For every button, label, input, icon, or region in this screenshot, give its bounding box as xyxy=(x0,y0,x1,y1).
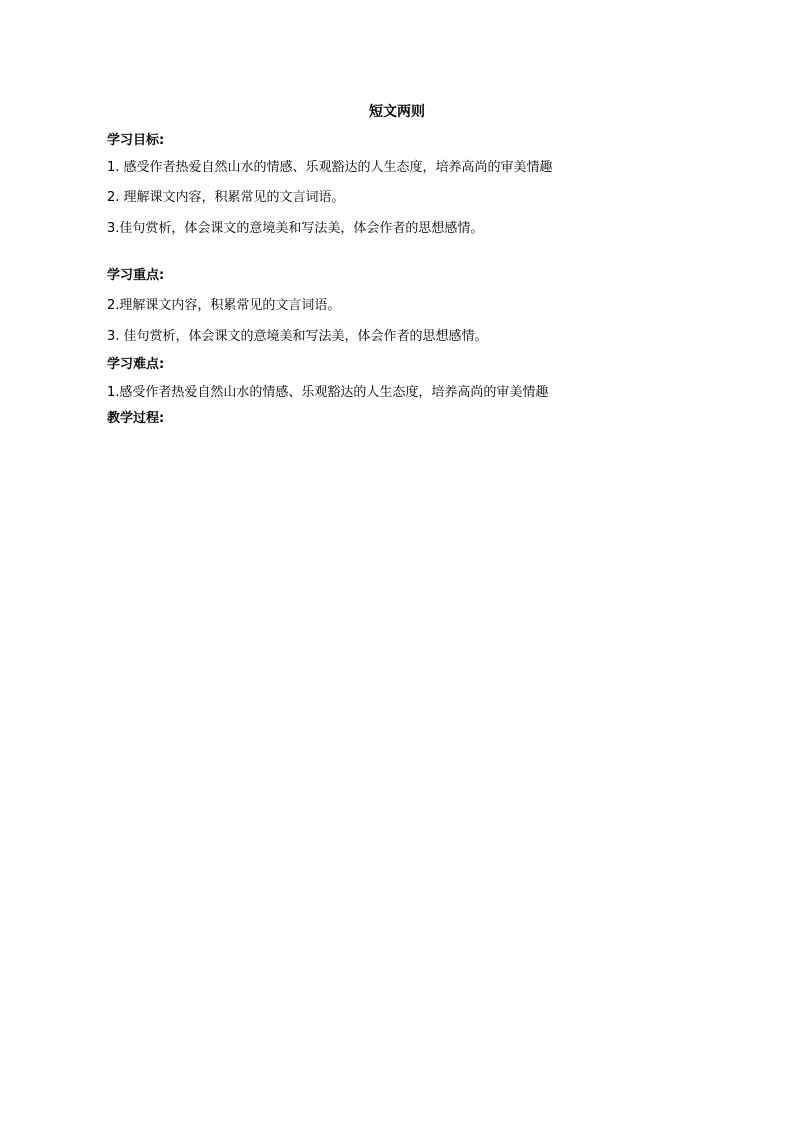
objective-item-1: 1. 感受作者热爱自然山水的情感、乐观豁达的人生态度，培养高尚的审美情趣 xyxy=(107,160,553,175)
section-heading-difficulties: 学习难点: xyxy=(107,357,165,372)
document-title: 短文两则 xyxy=(369,104,425,120)
section-heading-objectives: 学习目标: xyxy=(107,133,165,148)
key-point-item-1: 2.理解课文内容，积累常见的文言词语。 xyxy=(107,298,341,313)
section-heading-key-points: 学习重点: xyxy=(107,268,165,283)
section-heading-teaching-process: 教学过程: xyxy=(107,411,165,426)
objective-item-3: 3.佳句赏析，体会课文的意境美和写法美，体会作者的思想感情。 xyxy=(107,221,484,236)
objective-item-2: 2. 理解课文内容，积累常见的文言词语。 xyxy=(107,190,345,205)
difficulty-item-1: 1.感受作者热爱自然山水的情感、乐观豁达的人生态度，培养高尚的审美情趣 xyxy=(107,385,549,400)
key-point-item-2: 3. 佳句赏析，体会课文的意境美和写法美，体会作者的思想感情。 xyxy=(107,329,488,344)
